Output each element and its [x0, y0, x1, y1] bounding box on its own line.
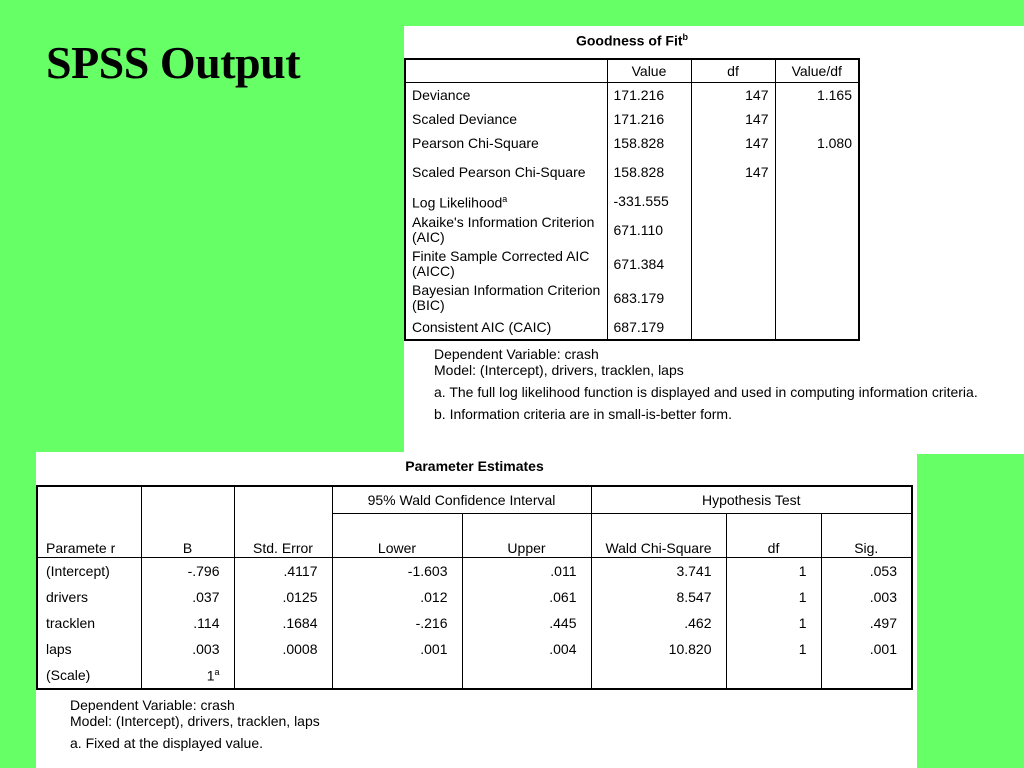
pe-cell-df	[726, 636, 821, 662]
gof-cell-ratio	[775, 131, 859, 155]
gof-row-label	[405, 315, 607, 340]
table-row	[405, 83, 859, 108]
gof-cell-value	[607, 189, 691, 213]
pe-row-parameter-text: (Scale)	[46, 667, 91, 683]
gof-cell-df	[691, 107, 775, 131]
pe-dependent-note: Dependent Variable: crash	[70, 697, 235, 713]
pe-header-hypothesis-group: Hypothesis Test	[591, 486, 912, 514]
pe-cell-b-text: -.796	[187, 563, 220, 579]
gof-row-label	[405, 131, 607, 155]
pe-cell-lower-text: -.216	[415, 615, 448, 631]
pe-cell-sig-text: .003	[869, 589, 897, 605]
pe-cell-lower-text: -1.603	[407, 563, 448, 579]
gof-row-label	[405, 189, 607, 213]
pe-cell-upper	[462, 662, 591, 689]
gof-cell-value-text: 158.828	[613, 163, 665, 180]
goodness-of-fit-table	[404, 58, 860, 341]
parameter-estimates-panel	[36, 452, 917, 768]
gof-footnote-a: a. The full log likelihood function is displayed and used in computing information criteria.	[434, 384, 978, 400]
pe-cell-sig	[821, 610, 912, 636]
table-row	[405, 281, 859, 315]
pe-footnotes	[70, 697, 870, 751]
pe-header-ci-group: 95% Wald Confidence Interval	[332, 486, 591, 514]
table-row	[405, 315, 859, 340]
gof-cell-df	[691, 155, 775, 189]
table-row	[37, 584, 912, 610]
gof-row-label-text: Consistent AIC (CAIC)	[412, 318, 552, 335]
pe-cell-b-text: 1	[206, 667, 215, 684]
pe-cell-upper-text: .011	[550, 563, 577, 579]
pe-cell-b	[141, 662, 234, 689]
pe-header-b: B	[141, 514, 234, 558]
gof-row-label	[405, 107, 607, 131]
table-row	[405, 213, 859, 247]
goodness-of-fit-panel	[404, 26, 1024, 454]
gof-cell-df	[691, 131, 775, 155]
gof-cell-value	[607, 281, 691, 315]
pe-cell-df	[726, 558, 821, 585]
pe-cell-b	[141, 584, 234, 610]
pe-row-parameter	[37, 558, 141, 585]
gof-row-label	[405, 83, 607, 108]
pe-header-blank-2	[141, 486, 234, 514]
gof-cell-ratio	[775, 155, 859, 189]
gof-row-label-text: Bayesian Information Criterion (BIC)	[412, 282, 601, 313]
gof-footnotes	[434, 346, 1004, 422]
pe-cell-wald-text: 8.547	[676, 589, 712, 605]
pe-title: Parameter Estimates	[405, 458, 544, 474]
gof-row-label-text: Finite Sample Corrected AIC (AICC)	[412, 248, 590, 279]
pe-cell-lower	[332, 558, 462, 585]
pe-cell-sig-text: .053	[869, 563, 897, 579]
pe-header-blank-1	[37, 486, 141, 514]
pe-header-df: df	[726, 514, 821, 558]
pe-cell-lower	[332, 610, 462, 636]
gof-row-label	[405, 155, 607, 189]
pe-cell-sig	[821, 636, 912, 662]
gof-cell-value	[607, 155, 691, 189]
pe-cell-std-error-text: .0008	[282, 641, 318, 657]
parameter-estimates-table	[36, 485, 913, 690]
pe-cell-upper	[462, 558, 591, 585]
gof-row-label	[405, 281, 607, 315]
gof-row-label-text: Akaike's Information Criterion (AIC)	[412, 214, 595, 245]
table-row	[405, 189, 859, 213]
pe-header-blank-3	[234, 486, 332, 514]
gof-cell-value-text: 671.384	[613, 255, 665, 272]
gof-cell-value-text: 171.216	[613, 86, 665, 103]
pe-cell-std-error	[234, 584, 332, 610]
table-row	[405, 131, 859, 155]
pe-cell-df	[726, 662, 821, 689]
gof-header-ratio: Value/df	[775, 59, 859, 83]
pe-cell-upper-text: .445	[549, 615, 577, 631]
pe-cell-upper	[462, 584, 591, 610]
pe-cell-b-text: .037	[192, 589, 220, 605]
gof-cell-ratio	[775, 83, 859, 108]
gof-header-value: Value	[607, 59, 691, 83]
gof-model-note: Model: (Intercept), drivers, tracklen, laps	[434, 362, 684, 378]
gof-cell-value-text: 158.828	[613, 134, 665, 151]
gof-cell-value-text: 683.179	[613, 289, 665, 306]
pe-cell-df-text: 1	[798, 589, 807, 605]
gof-cell-value	[607, 247, 691, 281]
pe-cell-b-text: .003	[192, 641, 220, 657]
table-row	[37, 662, 912, 689]
pe-row-parameter	[37, 584, 141, 610]
pe-cell-b	[141, 558, 234, 585]
gof-cell-value	[607, 83, 691, 108]
table-row	[405, 107, 859, 131]
gof-cell-df	[691, 83, 775, 108]
gof-cell-df-text: 147	[745, 110, 769, 127]
table-row	[405, 155, 859, 189]
gof-row-label-text: Deviance	[412, 86, 471, 103]
gof-title: Goodness of Fit$^b$	[575, 32, 689, 49]
pe-cell-std-error	[234, 662, 332, 689]
gof-cell-ratio	[775, 213, 859, 247]
pe-cell-std-error-text: .1684	[282, 615, 318, 631]
gof-cell-value	[607, 107, 691, 131]
gof-cell-value	[607, 213, 691, 247]
gof-cell-df-text: 147	[745, 134, 769, 151]
pe-cell-df	[726, 584, 821, 610]
pe-cell-df-text: 1	[798, 641, 807, 657]
pe-cell-lower-text: .001	[420, 641, 448, 657]
gof-cell-df	[691, 281, 775, 315]
pe-cell-wald-text: 3.741	[676, 563, 712, 579]
pe-row-parameter-text: drivers	[46, 589, 89, 605]
gof-row-label-text: Log Likelihood	[412, 194, 503, 211]
pe-cell-sig	[821, 584, 912, 610]
pe-cell-b-text: .114	[193, 615, 220, 631]
pe-cell-sig-text: .001	[869, 641, 897, 657]
pe-row-parameter-text: tracklen	[46, 615, 96, 631]
gof-cell-ratio	[775, 315, 859, 340]
gof-cell-ratio	[775, 189, 859, 213]
pe-cell-wald	[591, 584, 726, 610]
pe-footnote-a: a. Fixed at the displayed value.	[70, 735, 264, 751]
pe-cell-upper-text: .004	[549, 641, 577, 657]
gof-cell-df	[691, 315, 775, 340]
pe-header-sig: Sig.	[821, 514, 912, 558]
gof-cell-value-text: 171.216	[613, 110, 665, 127]
pe-cell-upper	[462, 610, 591, 636]
gof-cell-ratio	[775, 107, 859, 131]
gof-cell-df	[691, 213, 775, 247]
pe-cell-lower	[332, 636, 462, 662]
gof-cell-df-text: 147	[745, 86, 769, 103]
pe-header-std-error: Std. Error	[234, 514, 332, 558]
pe-model-note: Model: (Intercept), drivers, tracklen, laps	[70, 713, 320, 729]
pe-row-parameter	[37, 610, 141, 636]
table-row	[37, 610, 912, 636]
pe-row-parameter	[37, 636, 141, 662]
pe-cell-b-footnote-mark: a	[214, 666, 220, 677]
pe-header-parameter: Paramete r	[37, 514, 141, 558]
gof-cell-value	[607, 131, 691, 155]
pe-cell-lower	[332, 662, 462, 689]
pe-row-parameter-text: laps	[46, 641, 72, 657]
gof-cell-ratio	[775, 281, 859, 315]
pe-row-parameter	[37, 662, 141, 689]
gof-row-label-footnote-mark: a	[502, 193, 508, 204]
gof-header-blank	[405, 59, 607, 83]
pe-cell-sig-text: .497	[869, 615, 897, 631]
gof-header-df: df	[691, 59, 775, 83]
gof-row-label-text: Scaled Deviance	[412, 110, 518, 127]
pe-cell-df-text: 1	[798, 615, 807, 631]
table-row	[37, 636, 912, 662]
pe-cell-lower	[332, 584, 462, 610]
pe-header-upper: Upper	[462, 514, 591, 558]
gof-cell-df	[691, 189, 775, 213]
pe-cell-wald	[591, 610, 726, 636]
pe-cell-wald	[591, 662, 726, 689]
pe-cell-b	[141, 636, 234, 662]
gof-dependent-note: Dependent Variable: crash	[434, 346, 599, 362]
pe-cell-wald	[591, 636, 726, 662]
table-row	[37, 558, 912, 585]
pe-cell-std-error-text: .0125	[282, 589, 318, 605]
pe-cell-wald-text: 10.820	[668, 641, 712, 657]
pe-cell-upper-text: .061	[549, 589, 577, 605]
slide-title: SPSS Output	[46, 37, 301, 88]
gof-cell-value	[607, 315, 691, 340]
pe-cell-lower-text: .012	[420, 589, 448, 605]
table-row	[405, 247, 859, 281]
pe-header-lower: Lower	[332, 514, 462, 558]
pe-cell-std-error	[234, 558, 332, 585]
pe-cell-wald	[591, 558, 726, 585]
gof-cell-value-text: -331.555	[613, 192, 669, 209]
gof-cell-df	[691, 247, 775, 281]
pe-cell-upper	[462, 636, 591, 662]
pe-cell-std-error	[234, 610, 332, 636]
gof-footnote-b: b. Information criteria are in small-is-better form.	[434, 406, 732, 422]
gof-cell-ratio-text: 1.165	[816, 86, 852, 103]
gof-cell-df-text: 147	[745, 163, 769, 180]
gof-cell-value-text: 687.179	[613, 318, 665, 335]
gof-row-label-text: Pearson Chi-Square	[412, 134, 539, 151]
pe-header-wald: Wald Chi-Square	[591, 514, 726, 558]
pe-cell-wald-text: .462	[684, 615, 712, 631]
pe-cell-std-error	[234, 636, 332, 662]
gof-row-label-text: Scaled Pearson Chi-Square	[412, 163, 586, 180]
pe-cell-df-text: 1	[798, 563, 807, 579]
gof-row-label	[405, 247, 607, 281]
gof-cell-value-text: 671.110	[613, 221, 664, 238]
gof-cell-ratio	[775, 247, 859, 281]
pe-cell-b	[141, 610, 234, 636]
pe-cell-df	[726, 610, 821, 636]
gof-cell-ratio-text: 1.080	[816, 134, 852, 151]
gof-row-label	[405, 213, 607, 247]
pe-row-parameter-text: (Intercept)	[46, 563, 110, 579]
pe-cell-sig	[821, 662, 912, 689]
pe-cell-std-error-text: .4117	[283, 563, 318, 579]
pe-cell-sig	[821, 558, 912, 585]
